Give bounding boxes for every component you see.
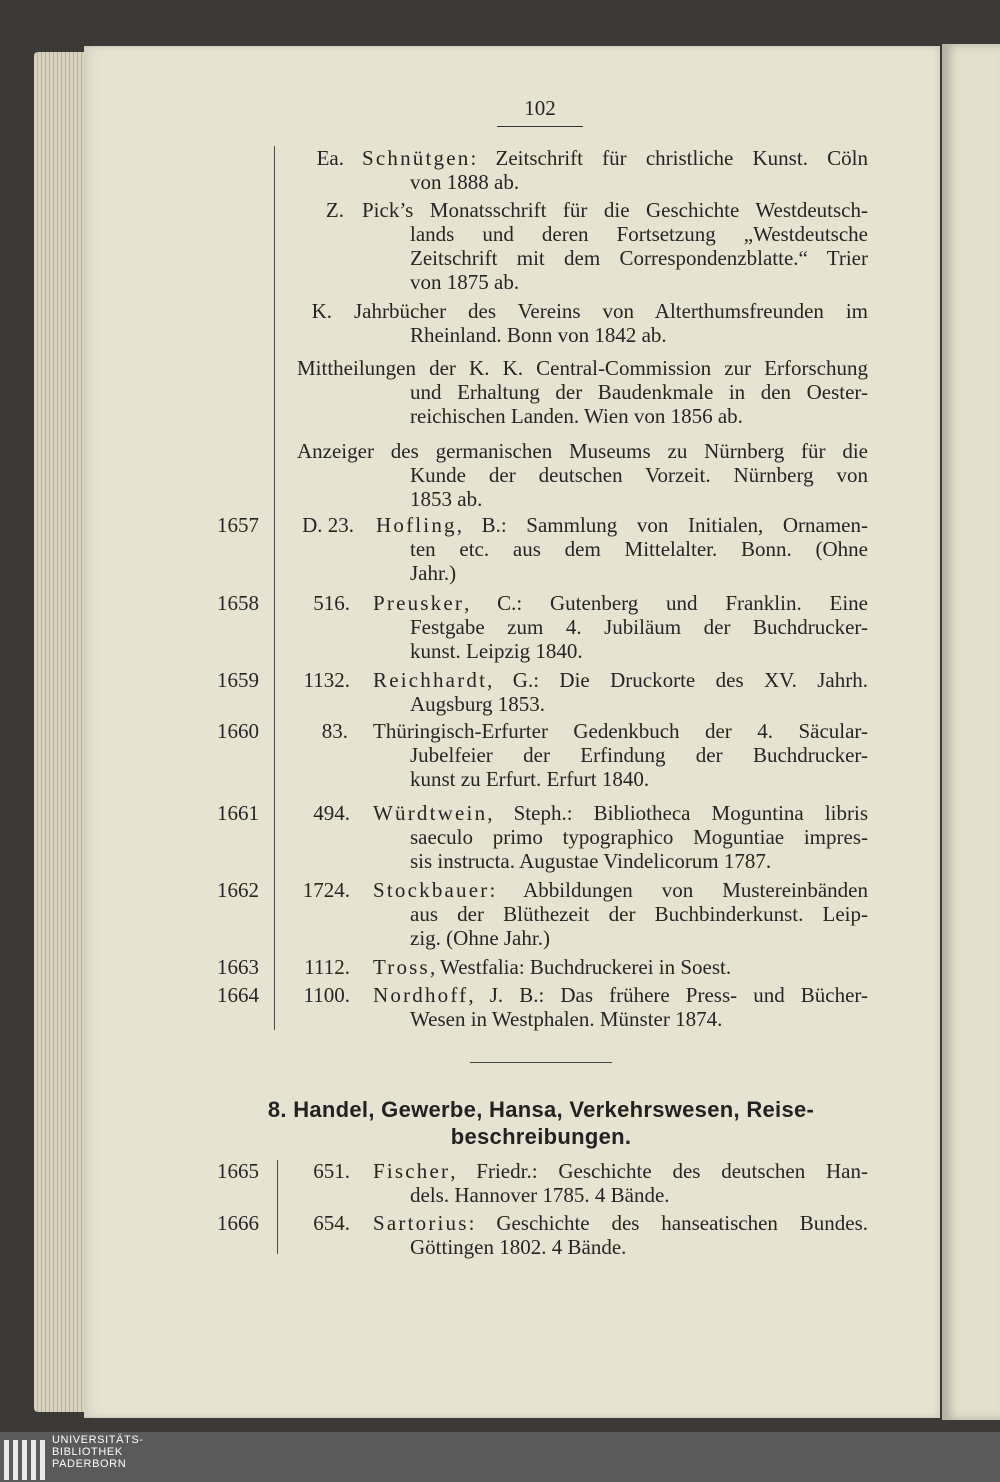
entry-continuation-line: kunst zu Erfurt. Erfurt 1840. <box>410 767 650 791</box>
entry-continuation-line: aus der Blüthezeit der Buchbinderkunst. Leip- <box>410 902 868 926</box>
entry-continuation-line: und Erhaltung der Baudenkmale in den Oester- <box>410 380 868 404</box>
catalog-entry <box>373 878 868 950</box>
catalog-entry <box>373 591 868 663</box>
column-rule <box>274 146 275 1030</box>
entry-first-line: Thüringisch-Erfurter Gedenkbuch der 4. Säcular- <box>373 719 868 743</box>
library-logo-icon <box>4 1434 46 1480</box>
catalog-number: 1662 <box>217 878 259 902</box>
entry-continuation-line: reichischen Landen. Wien von 1856 ab. <box>410 404 743 428</box>
catalog-entry <box>373 1211 868 1259</box>
entry-author: Stockbauer <box>373 878 490 902</box>
page-number-rule <box>497 126 583 127</box>
entry-continuation-line: sis instructa. Augustae Vindelicorum 1787. <box>410 849 772 873</box>
entry-first-line: Pick’s Monatsschrift für die Geschichte Westdeutsch- <box>362 198 868 222</box>
shelf-signature: D. 23. <box>302 513 354 537</box>
entry-title-start: , Friedr.: Geschichte des deutschen Han- <box>450 1159 868 1183</box>
entry-title-start: : Zeitschrift für christliche Kunst. Cöln <box>470 146 868 170</box>
section-heading <box>212 1096 870 1150</box>
entry-continuation-line: Augsburg 1853. <box>410 692 545 716</box>
section-heading-line: beschreibungen. <box>450 1124 632 1149</box>
shelf-signature: K. <box>311 299 332 323</box>
library-logo-text <box>52 1434 144 1470</box>
entry-author: Nordhoff <box>373 983 469 1007</box>
entry-first-line <box>362 146 868 170</box>
catalog-entry <box>373 719 868 791</box>
shelf-signature: 651. <box>313 1159 350 1183</box>
entry-first-line: Anzeiger des germanischen Museums zu Nürnberg für die <box>297 439 868 463</box>
catalog-number: 1658 <box>217 591 259 615</box>
catalog-entry <box>373 1159 868 1207</box>
catalog-number: 1657 <box>217 513 259 537</box>
entry-first-line <box>373 1159 868 1183</box>
entry-continuation-line: Wesen in Westphalen. Münster 1874. <box>410 1007 723 1031</box>
entry-first-line <box>373 955 868 979</box>
entry-continuation-line: Göttingen 1802. 4 Bände. <box>410 1235 627 1259</box>
entry-continuation-line: ten etc. aus dem Mittelalter. Bonn. (Ohne <box>410 537 868 561</box>
opposite-page-edge <box>942 44 1000 1420</box>
entry-continuation-line: dels. Hannover 1785. 4 Bände. <box>410 1183 670 1207</box>
shelf-signature: 654. <box>313 1211 350 1235</box>
entry-continuation-line: kunst. Leipzig 1840. <box>410 639 583 663</box>
entry-author: Würdtwein <box>373 801 488 825</box>
entry-continuation-line: Kunde der deutschen Vorzeit. Nürnberg von <box>410 463 868 487</box>
entry-author: Reichhardt <box>373 668 488 692</box>
entry-continuation-line: saeculo primo typographico Moguntiae impres- <box>410 825 868 849</box>
catalog-number: 1661 <box>217 801 259 825</box>
catalog-entry <box>297 356 868 428</box>
entry-first-line <box>373 983 868 1007</box>
entry-continuation-line: Jubelfeier der Erfindung der Buchdrucker- <box>410 743 868 767</box>
catalog-number: 1659 <box>217 668 259 692</box>
entry-continuation-line: 1853 ab. <box>410 487 483 511</box>
library-logo-line: BIBLIOTHEK <box>52 1446 123 1458</box>
catalog-entry <box>354 299 868 347</box>
entry-first-line <box>376 513 868 537</box>
catalog-number: 1666 <box>217 1211 259 1235</box>
entry-continuation-line: von 1875 ab. <box>410 270 520 294</box>
entry-continuation-line: lands und deren Fortsetzung „Westdeutsche <box>410 222 868 246</box>
entry-author: Fischer <box>373 1159 451 1183</box>
entry-continuation-line: Zeitschrift mit dem Correspondenzblatte.“ Trier <box>410 246 868 270</box>
section-heading-line: 8. Handel, Gewerbe, Hansa, Verkehrswesen, Reise- <box>267 1097 815 1122</box>
library-logo-line: UNIVERSITÄTS- <box>52 1434 144 1446</box>
shelf-signature: Z. <box>325 198 344 222</box>
catalog-entry <box>373 983 868 1031</box>
library-footer-bar <box>0 1432 1000 1482</box>
entry-title-start: , G.: Die Druckorte des XV. Jahrh. <box>487 668 868 692</box>
entry-continuation-line: zig. (Ohne Jahr.) <box>410 926 550 950</box>
section-divider <box>470 1062 612 1063</box>
entry-title-start: , C.: Gutenberg und Franklin. Eine <box>464 591 868 615</box>
shelf-signature: 83. <box>321 719 348 743</box>
catalog-number: 1660 <box>217 719 259 743</box>
entry-first-line: Mittheilungen der K. K. Central-Commission zur Erforschung <box>297 356 868 380</box>
entry-first-line <box>373 878 868 902</box>
entry-first-line <box>373 668 868 692</box>
shelf-signature: 516. <box>313 591 350 615</box>
entry-continuation-line: Festgabe zum 4. Jubiläum der Buchdrucker- <box>410 615 868 639</box>
entry-title-start: : Geschichte des hanseatischen Bundes. <box>468 1211 868 1235</box>
catalog-entry <box>376 513 868 585</box>
entry-first-line <box>373 1211 868 1235</box>
entry-title-start: , B.: Sammlung von Initialen, Ornamen- <box>456 513 868 537</box>
catalog-number: 1665 <box>217 1159 259 1183</box>
entry-first-line: Jahrbücher des Vereins von Alterthumsfreunden im <box>354 299 868 323</box>
entry-author: Preusker <box>373 591 465 615</box>
catalog-entry <box>373 955 868 979</box>
entry-first-line <box>373 591 868 615</box>
entry-author: Sartorius <box>373 1211 469 1235</box>
entry-continuation-line: von 1888 ab. <box>410 170 520 194</box>
entry-author: Hofling <box>376 513 457 537</box>
shelf-signature: 1100. <box>303 983 350 1007</box>
entry-title-start: , J. B.: Das frühere Press- und Bücher- <box>468 983 868 1007</box>
entry-continuation-line: Rheinland. Bonn von 1842 ab. <box>410 323 667 347</box>
catalog-entry <box>297 439 868 511</box>
catalog-entry <box>373 801 868 873</box>
catalog-entry <box>373 668 868 716</box>
shelf-signature: Ea. <box>316 146 344 170</box>
entry-title-start: , Steph.: Bibliotheca Moguntina libris <box>487 801 868 825</box>
page-number: 102 <box>524 96 556 120</box>
entry-title-start: , Westfalia: Buchdruckerei in Soest. <box>429 955 732 979</box>
catalog-entry <box>362 198 868 294</box>
shelf-signature: 494. <box>313 801 350 825</box>
shelf-signature: 1112. <box>304 955 350 979</box>
catalog-entry <box>362 146 868 194</box>
entry-author: Schnütgen <box>362 146 471 170</box>
library-logo-line: PADERBORN <box>52 1458 127 1470</box>
entry-continuation-line: Jahr.) <box>410 561 457 585</box>
shelf-signature: 1132. <box>303 668 350 692</box>
shelf-signature: 1724. <box>302 878 350 902</box>
column-rule-section <box>277 1160 278 1254</box>
catalog-number: 1664 <box>217 983 259 1007</box>
entry-first-line <box>373 801 868 825</box>
entry-author: Tross <box>373 955 430 979</box>
entry-title-start: : Abbildungen von Mustereinbänden <box>489 878 868 902</box>
catalog-number: 1663 <box>217 955 259 979</box>
